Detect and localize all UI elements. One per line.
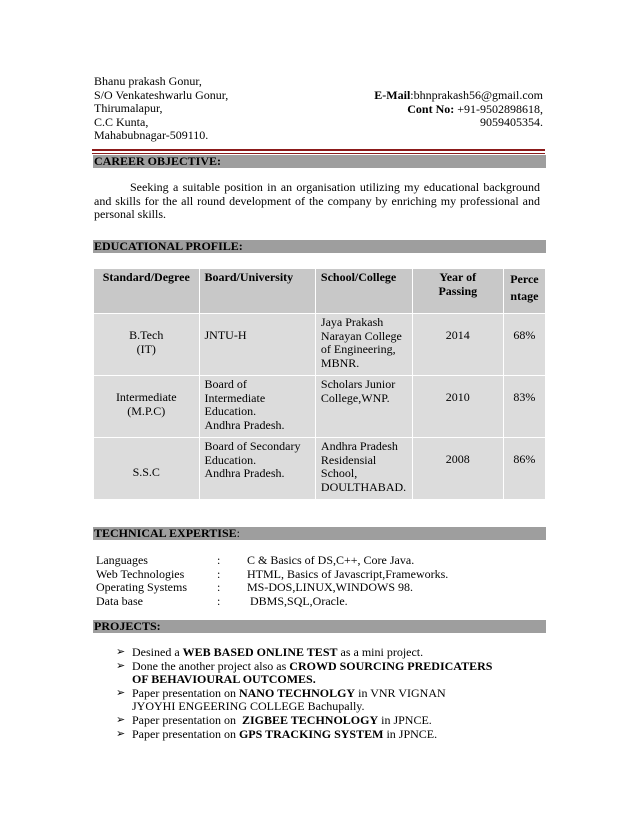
skill-sep: : <box>217 580 221 595</box>
education-table <box>94 269 545 500</box>
skill-sep: : <box>217 593 221 608</box>
address-line: C.C Kunta, <box>94 114 149 129</box>
project-highlight: ZIGBEE TECHNOLOGY <box>241 712 379 727</box>
list-item <box>116 714 546 728</box>
cell-line: DOULTHABAD. <box>320 479 407 494</box>
project-text: in VNR VIGNAN JYOYHI ENGEERING COLLEGE Bachupally. <box>132 685 446 714</box>
year-cell: 2014 <box>413 314 504 376</box>
cell-line: MBNR. <box>320 355 360 370</box>
skill-sep: : <box>217 566 221 581</box>
project-highlight: GPS TRACKING SYSTEM <box>238 726 384 741</box>
cell-line: (IT) <box>136 341 156 356</box>
degree-cell <box>94 376 200 438</box>
list-item <box>96 581 448 595</box>
table-row <box>94 376 545 438</box>
school-cell <box>316 438 413 500</box>
cell-line: Intermediate <box>115 390 177 404</box>
email-value: :bhnprakash56@gmail.com <box>410 88 543 102</box>
header-cell: Board/University <box>200 269 316 314</box>
board-cell <box>200 314 316 376</box>
project-highlight: WEB BASED ONLINE TEST <box>182 645 338 659</box>
address-block <box>94 75 228 143</box>
year-cell: 2010 <box>413 376 504 438</box>
project-text: Paper presentation on <box>132 726 239 741</box>
arrow-bullet-icon: ➢ <box>116 686 126 699</box>
technical-expertise-heading <box>93 527 546 540</box>
header-cell: School/College <box>316 269 413 314</box>
cell-line: Jaya Prakash <box>320 315 384 329</box>
skill-value: HTML, Basics of Javascript,Frameworks. <box>247 566 449 581</box>
career-objective-text <box>94 181 540 222</box>
career-objective-body: Seeking a suitable position in an organisation utilizing my educational background and skills for the all round development of the company by enriching my professional and personal skills. <box>94 180 540 222</box>
skill-key: Data base <box>96 593 143 608</box>
projects-heading: PROJECTS: <box>93 620 546 633</box>
cell-line: Andhra Pradesh. <box>204 417 285 432</box>
arrow-bullet-icon: ➢ <box>116 646 126 658</box>
table-row <box>94 314 545 376</box>
phone-line-2: 9059405354. <box>480 115 543 130</box>
address-line: Thirumalapur, <box>94 101 163 116</box>
project-text: Paper presentation on <box>132 685 239 700</box>
cell-line: S.S.C <box>132 465 160 479</box>
technical-list <box>96 554 448 608</box>
heading-text: TECHNICAL EXPERTISE <box>94 526 237 540</box>
project-highlight: CROWD SOURCING PREDICATERS OF BEHAVIOURAL OUTCOMES. <box>132 658 493 687</box>
cell-line: School, <box>320 466 358 481</box>
cell-line: Education. <box>204 404 257 419</box>
skill-key: Web Technologies <box>96 566 185 581</box>
phone-line <box>374 103 543 117</box>
board-cell <box>200 376 316 438</box>
table-row <box>94 438 545 500</box>
year-cell: 2008 <box>413 438 504 500</box>
list-item <box>116 646 546 660</box>
email-label: E-Mail <box>374 88 411 102</box>
educational-profile-heading: EDUCATIONAL PROFILE: <box>93 240 546 253</box>
skill-key: Operating Systems <box>96 580 187 595</box>
cell-line: B.Tech <box>129 328 164 342</box>
list-item <box>116 660 546 687</box>
cell-line: Scholars Junior <box>320 377 396 391</box>
career-objective-heading: CAREER OBJECTIVE: <box>93 155 546 168</box>
address-line: Mahabubnagar-509110. <box>94 128 209 143</box>
cell-line: JNTU-H <box>204 328 247 342</box>
list-item <box>96 554 448 568</box>
cell-line: Board of Secondary <box>204 439 301 453</box>
cell-line: Residensial <box>320 452 377 467</box>
address-line: Bhanu prakash Gonur, <box>94 74 202 88</box>
cell-line: Board of Intermediate <box>204 377 266 405</box>
cell-line: College,WNP. <box>320 390 390 405</box>
school-cell <box>316 314 413 376</box>
table-header-row <box>94 269 545 314</box>
school-cell <box>316 376 413 438</box>
project-text: Paper presentation on <box>132 712 242 727</box>
cell-line: Education. <box>204 452 257 467</box>
projects-list <box>116 646 546 741</box>
cell-line: (M.P.C) <box>127 403 166 418</box>
skill-key: Languages <box>96 553 148 567</box>
list-item <box>116 687 546 714</box>
cell-line: of Engineering, <box>320 342 396 357</box>
skill-value: DBMS,SQL,Oracle. <box>247 593 348 608</box>
phone-label: Cont No: <box>407 101 455 116</box>
percentage-cell: 83% <box>504 376 545 438</box>
list-item <box>96 595 448 609</box>
address-line: S/O Venkateshwarlu Gonur, <box>94 87 229 102</box>
cell-line: Narayan College <box>320 328 402 343</box>
list-item <box>116 728 546 742</box>
skill-sep: : <box>217 553 221 567</box>
project-text: in JPNCE. <box>383 726 438 741</box>
project-text: Done the another project also as <box>132 658 290 673</box>
project-highlight: NANO TECHNOLGY <box>238 685 356 700</box>
email-line <box>374 89 543 103</box>
degree-cell <box>94 438 200 500</box>
project-text: in JPNCE. <box>378 712 432 727</box>
arrow-bullet-icon: ➢ <box>116 713 126 726</box>
project-text: Desined a <box>132 645 183 659</box>
contact-block <box>374 89 543 130</box>
degree-cell <box>94 314 200 376</box>
skill-value: C & Basics of DS,C++, Core Java. <box>247 553 415 567</box>
arrow-bullet-icon: ➢ <box>116 659 126 672</box>
phone-value: +91-9502898618, <box>454 101 543 116</box>
percentage-cell: 86% <box>504 438 545 500</box>
project-text: as a mini project. <box>337 645 424 659</box>
header-cell: Year of Passing <box>413 269 504 314</box>
header-cell: Perce ntage <box>504 269 545 314</box>
heading-colon: : <box>236 526 240 540</box>
percentage-cell: 68% <box>504 314 545 376</box>
cell-line: Andhra Pradesh. <box>204 466 285 481</box>
board-cell <box>200 438 316 500</box>
header-cell: Standard/Degree <box>94 269 200 314</box>
skill-value: MS-DOS,LINUX,WINDOWS 98. <box>247 580 413 595</box>
arrow-bullet-icon: ➢ <box>116 727 126 740</box>
list-item <box>96 568 448 582</box>
cell-line: Andhra Pradesh <box>320 439 398 453</box>
